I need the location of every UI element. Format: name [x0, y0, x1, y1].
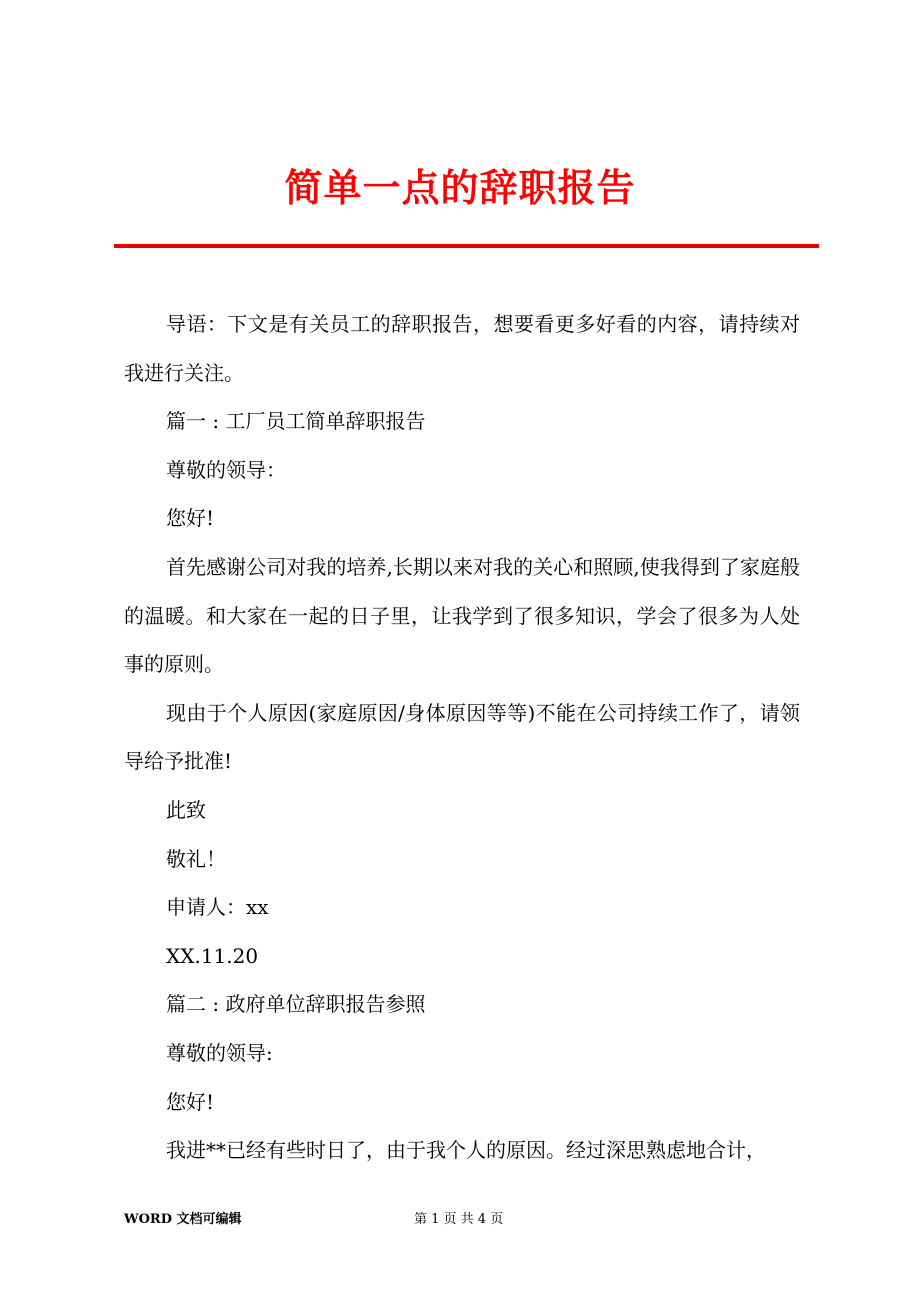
document-title: 简单一点的辞职报告 — [284, 165, 636, 210]
body-paragraph: 我进**已经有些时日了，由于我个人的原因。经过深思熟虑地合计， — [166, 1138, 766, 1163]
footer-page-number: 第 1 页 共 4 页 — [414, 1212, 504, 1227]
closing-regards: 敬礼！ — [166, 846, 226, 871]
document-body — [124, 300, 800, 1175]
body-paragraph: 现由于个人原因(家庭原因/身体原因等等)不能在公司持续工作了，请领导给予批准! — [124, 700, 800, 774]
applicant-line: 申请人：xx — [166, 895, 269, 920]
closing: 此致 — [166, 797, 206, 822]
body-paragraph: 首先感谢公司对我的培养,长期以来对我的关心和照顾,使我得到了家庭般的温暖。和大家在一起的日子里，让我学到了很多知识，学会了很多为人处事的原则。 — [124, 554, 800, 677]
date-line: XX.11.20 — [166, 943, 259, 968]
footer-editable-label: WORD 文档可编辑 — [124, 1212, 242, 1227]
salutation: 尊敬的领导： — [166, 457, 286, 482]
title-divider — [114, 244, 819, 248]
section-heading: 篇二 : 政府单位辞职报告参照 — [166, 992, 426, 1017]
intro-paragraph: 导语：下文是有关员工的辞职报告，想要看更多好看的内容，请持续对我进行关注。 — [124, 312, 800, 385]
salutation: 尊敬的领导: — [166, 1040, 273, 1065]
section-heading: 篇一 : 工厂员工简单辞职报告 — [166, 409, 426, 434]
greeting: 您好! — [166, 506, 215, 531]
greeting: 您好! — [166, 1089, 215, 1114]
